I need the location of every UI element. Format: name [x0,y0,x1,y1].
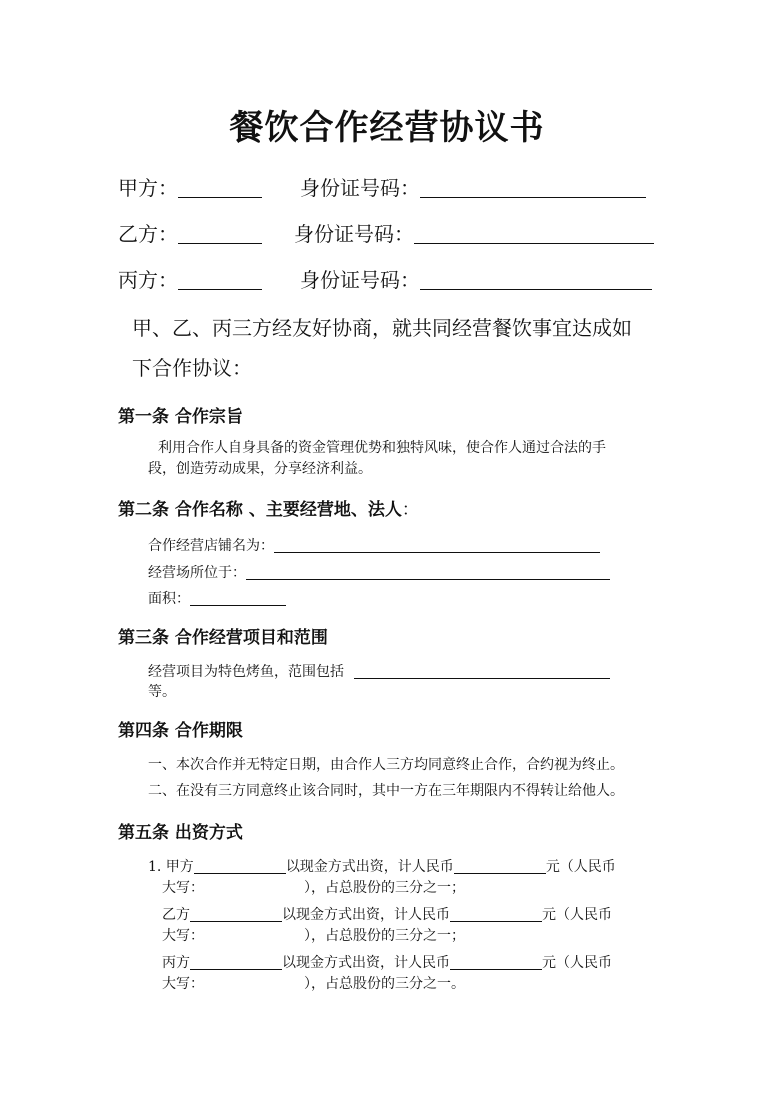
contribution-a-blank [194,855,286,874]
article-3-line-2: 等。 [148,684,176,700]
contribution-b-daxie: 大写： [162,928,204,944]
contribution-b-prefix: 乙方 [162,907,190,923]
intro-line-1: 甲、乙、丙三方经友好协商，就共同经营餐饮事宜达成如 [132,316,632,340]
article-5-heading: 第五条 出资方式 [118,823,243,843]
area-row [148,587,286,608]
article-2-heading [118,495,419,520]
contribution-c-line-2 [162,973,465,993]
party-b-id-blank [414,225,654,244]
party-b-row [118,218,262,247]
contribution-c-line-1 [162,951,612,972]
contribution-a-prefix: 1. 甲方 [148,859,194,875]
party-a-blank [178,179,262,198]
article-1-line-1: 利用合作人自身具备的资金管理优势和独特风味，使合作人通过合法的手 [158,440,606,456]
contribution-b-share: ），占总股份的三分之一； [304,928,465,944]
contribution-c-share: ），占总股份的三分之一。 [304,976,465,992]
store-name-label: 合作经营店铺名为： [148,538,274,554]
party-c-label: 丙方： [118,268,178,292]
contribution-a-daxie: 大写： [162,880,204,896]
location-blank [246,561,610,580]
contribution-b-amount-blank [450,903,542,922]
location-label: 经营场所位于： [148,565,246,581]
contribution-a-cash: 以现金方式出资，计人民币 [285,859,454,875]
party-a-row [118,172,262,201]
store-name-row [148,534,600,555]
party-c-id-label: 身份证号码： [300,268,420,292]
contribution-a-yuan: 元（人民币 [545,859,616,875]
article-3-heading: 第三条 合作经营项目和范围 [118,628,328,648]
contribution-b-yuan: 元（人民币 [542,907,612,923]
party-a-id-label: 身份证号码： [300,176,420,200]
article-4-line-2: 二、在没有三方同意终止该合同时，其中一方在三年期限内不得转让给他人。 [148,783,624,799]
party-a-label: 甲方： [118,176,178,200]
party-c-blank [178,271,262,290]
area-blank [190,587,286,606]
scope-label: 经营项目为特色烤鱼，范围包括 [148,664,344,680]
party-c-id-row [300,264,652,293]
article-1-line-2: 段，创造劳动成果，分享经济利益。 [148,461,372,477]
contribution-c-amount-blank [450,951,542,970]
article-2-heading-colon: ： [401,500,419,520]
party-b-id-row [294,218,654,247]
scope-blank [354,660,610,679]
contribution-c-yuan: 元（人民币 [542,955,612,971]
document-title: 餐饮合作经营协议书 [229,108,545,148]
contribution-c-blank [190,951,282,970]
contribution-b-blank [190,903,282,922]
article-2-heading-text: 第二条 合作名称 、主要经营地、法人 [118,500,402,520]
contribution-b-line-1 [162,903,612,924]
party-a-id-blank [420,179,646,198]
party-c-id-blank [420,271,652,290]
contribution-a-amount-blank [454,855,546,874]
area-label: 面积： [148,591,190,607]
store-name-blank [274,534,600,553]
contribution-a-line-1 [148,855,616,876]
party-b-id-label: 身份证号码： [294,222,414,246]
article-4-heading: 第四条 合作期限 [118,721,243,741]
party-b-blank [178,225,262,244]
contribution-c-prefix: 丙方 [162,955,190,971]
contribution-a-line-2 [162,877,465,897]
party-c-row [118,264,262,293]
contribution-b-line-2 [162,925,465,945]
location-row [148,561,610,582]
article-1-heading: 第一条 合作宗旨 [118,407,243,427]
contribution-b-cash: 以现金方式出资，计人民币 [282,907,450,923]
contribution-a-share: ），占总股份的三分之一； [304,880,465,896]
intro-line-2: 下合作协议： [132,356,252,380]
party-b-label: 乙方： [118,222,178,246]
contribution-c-cash: 以现金方式出资，计人民币 [282,955,450,971]
party-a-id-row [300,172,646,201]
article-4-line-1: 一、本次合作并无特定日期，由合作人三方均同意终止合作，合约视为终止。 [148,757,624,773]
article-3-line-1 [148,660,610,681]
contribution-c-daxie: 大写： [162,976,204,992]
